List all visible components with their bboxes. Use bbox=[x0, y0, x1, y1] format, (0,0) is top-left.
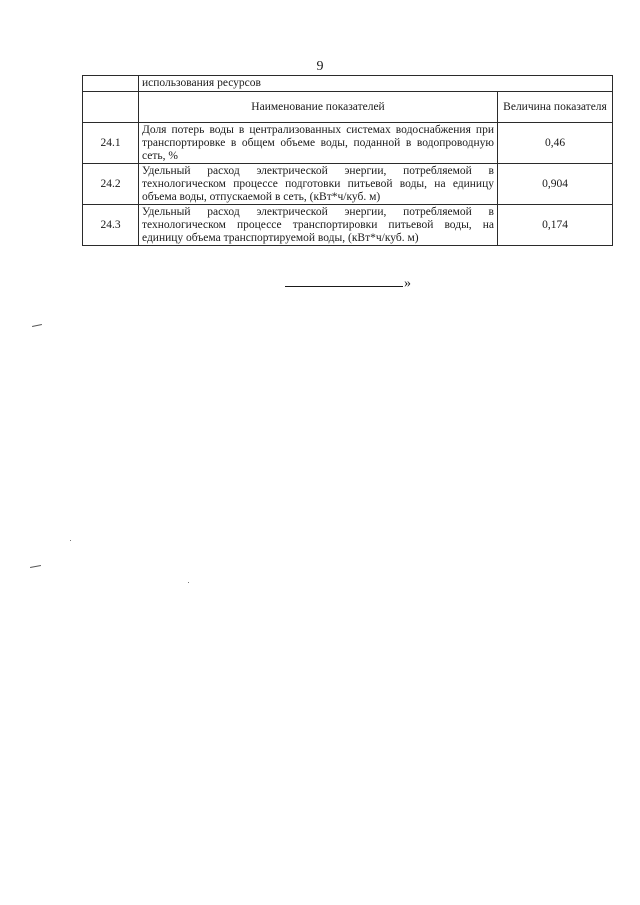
table-row bbox=[83, 205, 613, 246]
row-number: 24.1 bbox=[83, 123, 139, 164]
header-value: Величина показателя bbox=[498, 92, 613, 123]
header-name: Наименование показателей bbox=[139, 92, 498, 123]
row-number: 24.2 bbox=[83, 164, 139, 205]
section-row bbox=[83, 76, 613, 92]
closing-underline bbox=[285, 286, 403, 287]
indicators-table bbox=[82, 75, 613, 246]
row-indicator-name: Удельный расход электрической энергии, потребляемой в технологическом процессе транспортировки питьевой воды, на единицу объема транспортируемой воды, (кВт*ч/куб. м) bbox=[139, 205, 498, 246]
margin-mark bbox=[32, 324, 42, 327]
header-number bbox=[83, 92, 139, 123]
table-row bbox=[83, 164, 613, 205]
row-indicator-name: Доля потерь воды в централизованных системах водоснабжения при транспортировке в общем объеме воды, поданной в водопроводную сеть, % bbox=[139, 123, 498, 164]
margin-mark bbox=[30, 565, 41, 568]
row-number: 24.3 bbox=[83, 205, 139, 246]
table-row bbox=[83, 123, 613, 164]
row-indicator-value: 0,46 bbox=[498, 123, 613, 164]
section-number-cell bbox=[83, 76, 139, 92]
closing-quote: » bbox=[404, 276, 411, 291]
row-indicator-name: Удельный расход электрической энергии, потребляемой в технологическом процессе подготовки питьевой воды, на единицу объема воды, отпускаемой в сеть, (кВт*ч/куб. м) bbox=[139, 164, 498, 205]
row-indicator-value: 0,904 bbox=[498, 164, 613, 205]
section-title: использования ресурсов bbox=[139, 76, 613, 92]
page-number: 9 bbox=[316, 59, 324, 74]
row-indicator-value: 0,174 bbox=[498, 205, 613, 246]
header-row bbox=[83, 92, 613, 123]
closing-line bbox=[285, 276, 411, 292]
scan-speck bbox=[188, 582, 189, 583]
scan-speck bbox=[70, 540, 71, 541]
